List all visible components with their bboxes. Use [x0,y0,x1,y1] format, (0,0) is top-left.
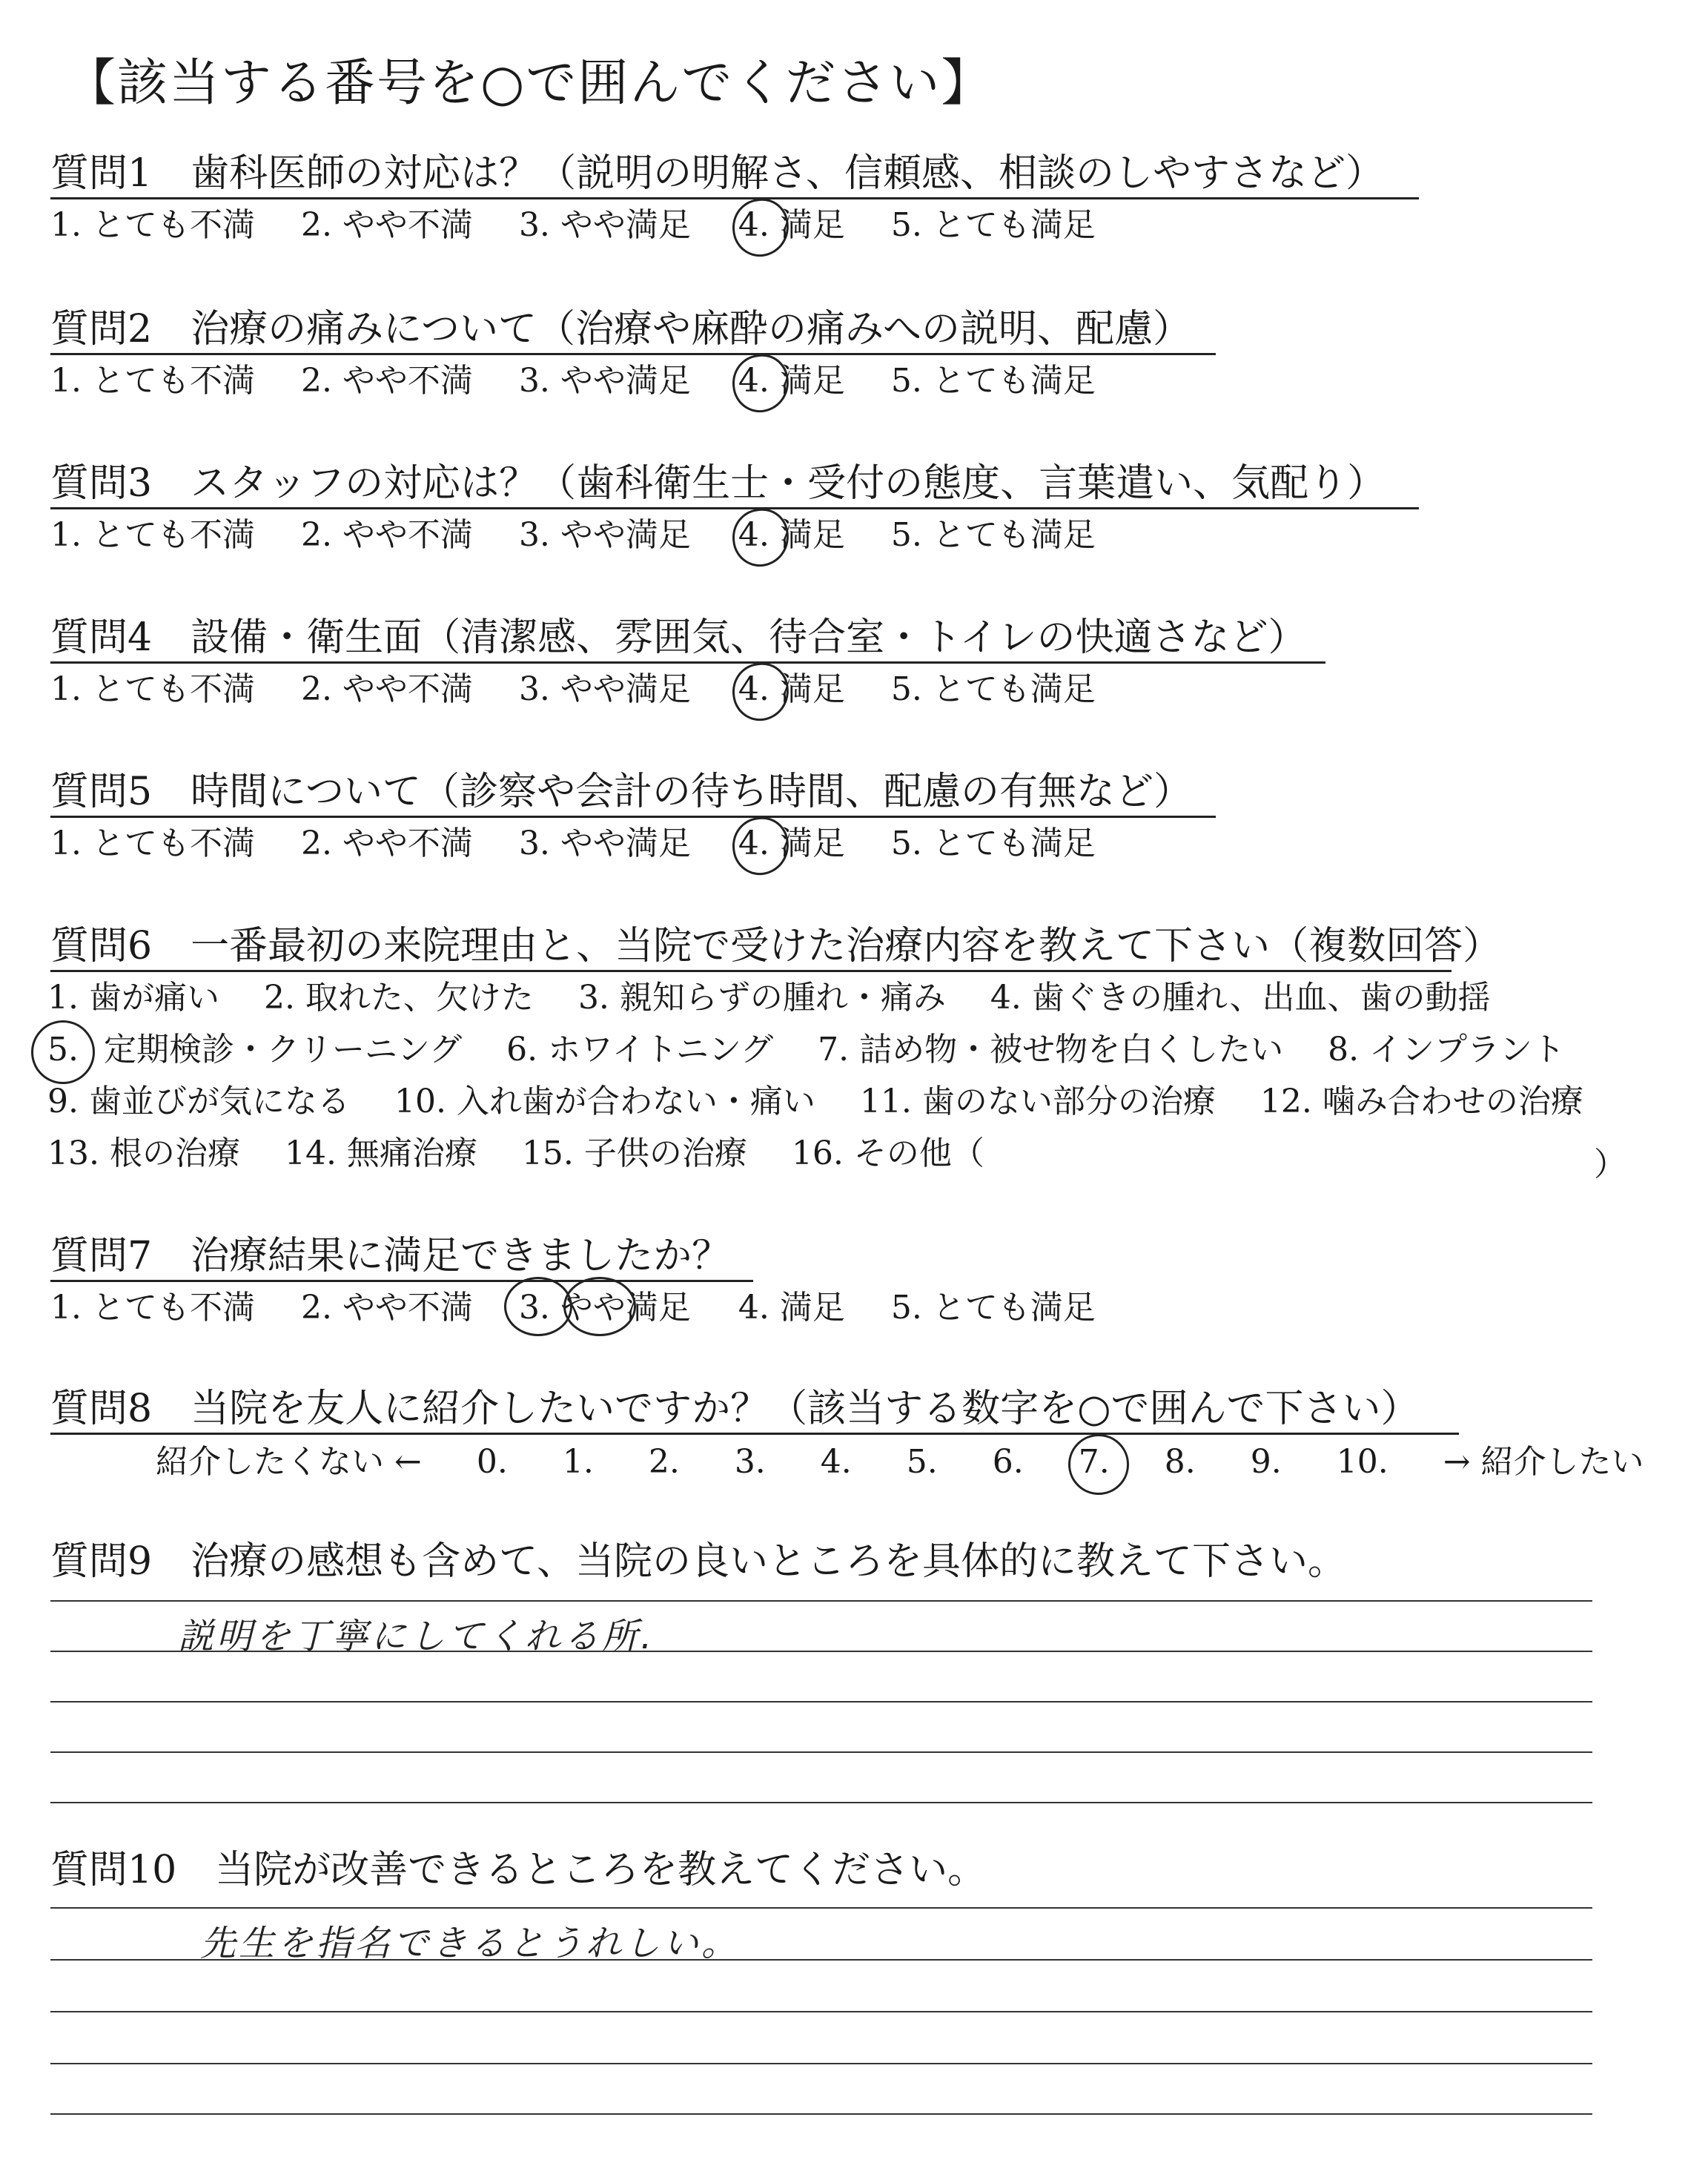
answer-circle-mark [504,1277,572,1336]
option-4-selected[interactable]: 4. [738,362,769,400]
scale-5[interactable]: 5. [906,1443,938,1481]
option-4-selected[interactable]: 4. [738,206,769,244]
question-7-underline [50,1280,753,1282]
answer-line [50,2011,1592,2012]
option-4-selected[interactable]: 4. [738,825,769,862]
option-2[interactable]: 2. やや不満 [300,670,473,708]
option-2[interactable]: 2. やや不満 [300,206,473,244]
option-3[interactable]: 3. やや満足 [518,516,691,554]
option-4-label: 満足 [779,670,845,708]
option-4-label: 満足 [779,362,845,400]
question-2-underline [50,353,1216,355]
recommend-scale [156,1443,1644,1481]
question-1-options [50,206,1096,244]
reason-14[interactable]: 14. 無痛治療 [284,1135,477,1172]
question-3-options [50,516,1096,554]
option-5[interactable]: 5. とても満足 [890,362,1096,400]
scale-6[interactable]: 6. [992,1443,1024,1481]
scale-0[interactable]: 0. [476,1443,508,1481]
option-2[interactable]: 2. やや不満 [300,362,473,400]
reason-7[interactable]: 7. 詰め物・被せ物を白くしたい [818,1031,1284,1069]
reason-5-selected[interactable]: 5. [47,1031,79,1069]
scale-2[interactable]: 2. [648,1443,680,1481]
reason-5-label: 定期検診・クリーニング [103,1031,463,1069]
option-5[interactable]: 5. とても満足 [890,670,1096,708]
reason-1[interactable]: 1. 歯が痛い [47,979,219,1017]
option-2[interactable]: 2. やや不満 [300,516,473,554]
scale-3[interactable]: 3. [734,1443,766,1481]
option-1[interactable]: 1. とても不満 [50,670,255,708]
option-1[interactable]: 1. とても不満 [50,206,255,244]
option-4-label: 満足 [779,1289,845,1327]
question-6-underline [50,970,1452,972]
answer-line [50,1907,1592,1909]
question-5-underline [50,816,1216,818]
option-4-selected[interactable]: 4. [738,516,769,554]
reason-16-other[interactable]: 16. その他（ [791,1135,984,1172]
other-paren-close: ） [1594,1146,1626,1183]
question-4-options [50,670,1096,708]
question-5-options [50,825,1096,862]
option-4-label: 満足 [779,206,845,244]
reason-9[interactable]: 9. 歯並びが気になる [47,1083,350,1120]
option-1[interactable]: 1. とても不満 [50,1289,255,1327]
question-2-heading: 質問2 治療の痛みについて（治療や麻酔の痛みへの説明、配慮） [50,307,1192,351]
reason-15[interactable]: 15. 子供の治療 [521,1135,747,1172]
question-4-underline [50,661,1325,664]
option-4-label: 満足 [779,516,845,554]
question-6-heading: 質問6 一番最初の来院理由と、当院で受けた治療内容を教えて下さい（複数回答） [50,924,1502,968]
reason-3[interactable]: 3. 親知らずの腫れ・痛み [577,979,946,1017]
option-3[interactable]: 3. やや満足 [518,206,691,244]
option-5[interactable]: 5. とても満足 [890,516,1096,554]
question-6-row-1 [47,979,1525,1017]
option-4[interactable]: 4. [738,1289,769,1327]
scale-left-label: 紹介したくない ← [156,1443,422,1481]
scale-1[interactable]: 1. [562,1443,594,1481]
answer-line [50,2113,1592,2115]
scale-7-selected[interactable]: 7. [1078,1443,1110,1481]
question-5-heading: 質問5 時間について（診察や会計の待ち時間、配慮の有無など） [50,770,1193,814]
reason-8[interactable]: 8. インプラント [1328,1031,1566,1069]
reason-12[interactable]: 12. 噛み合わせの治療 [1260,1083,1583,1120]
question-6-row-4 [47,1137,1019,1170]
option-4-selected[interactable]: 4. [738,670,769,708]
question-1-underline [50,197,1419,199]
scale-8[interactable]: 8. [1164,1443,1196,1481]
scale-10[interactable]: 10. [1336,1443,1388,1481]
reason-2[interactable]: 2. 取れた、欠けた [263,979,534,1017]
option-5[interactable]: 5. とても満足 [890,825,1096,862]
reason-11[interactable]: 11. 歯のない部分の治療 [859,1083,1216,1120]
form-title: 【該当する番号を○で囲んでください】 [65,54,993,113]
answer-line [50,1959,1592,1961]
question-3-underline [50,507,1419,509]
reason-13[interactable]: 13. 根の治療 [47,1135,240,1172]
scale-4[interactable]: 4. [820,1443,852,1481]
option-5[interactable]: 5. とても満足 [890,1289,1096,1327]
scale-right-label: → 紹介したい [1443,1443,1644,1481]
question-6-row-2 [47,1031,1599,1069]
option-3[interactable]: 3. やや満足 [518,825,691,862]
scale-9[interactable]: 9. [1250,1443,1282,1481]
question-7-heading: 質問7 治療結果に満足できましたか？ [50,1234,731,1278]
option-3-selected[interactable]: 3. やや満足 [518,1289,691,1327]
question-10-heading: 質問10 当院が改善できるところを教えてください。 [50,1848,987,1892]
reason-6[interactable]: 6. ホワイトニング [506,1031,774,1069]
option-3[interactable]: 3. やや満足 [518,670,691,708]
answer-line [50,1651,1592,1652]
option-2[interactable]: 2. やや不満 [300,1289,473,1327]
answer-line [50,1802,1592,1803]
question-8-underline [50,1433,1459,1435]
option-1[interactable]: 1. とても不満 [50,825,255,862]
reason-4[interactable]: 4. 歯ぐきの腫れ、出血、歯の動揺 [990,979,1491,1017]
question-8-heading: 質問8 当院を友人に紹介したいですか？（該当する数字を○で囲んで下さい） [50,1387,1420,1431]
question-9-handwritten-answer[interactable]: 説明を丁寧にしてくれる所. [178,1616,655,1657]
option-5[interactable]: 5. とても満足 [890,206,1096,244]
question-10-handwritten-answer[interactable]: 先生を指名できるとうれしい。 [200,1923,741,1964]
answer-line [50,1600,1592,1602]
answer-line [50,1701,1592,1702]
answer-circle-mark [563,1277,636,1336]
question-6-row-3 [47,1083,1618,1120]
answer-line [50,2063,1592,2064]
question-2-options [50,362,1096,400]
option-2[interactable]: 2. やや不満 [300,825,473,862]
question-4-heading: 質問4 設備・衛生面（清潔感、雰囲気、待合室・トイレの快適さなど） [50,615,1307,660]
option-1[interactable]: 1. とても不満 [50,362,255,400]
reason-10[interactable]: 10. 入れ歯が合わない・痛い [394,1083,815,1120]
question-1-heading: 質問1 歯科医師の対応は？（説明の明解さ、信頼感、相談のしやすさなど） [50,151,1385,196]
option-1[interactable]: 1. とても不満 [50,516,255,554]
answer-line [50,1751,1592,1753]
question-9-heading: 質問9 治療の感想も含めて、当院の良いところを具体的に教えて下さい。 [50,1539,1347,1584]
question-3-heading: 質問3 スタッフの対応は？（歯科衛生士・受付の態度、言葉遣い、気配り） [50,461,1386,506]
option-4-label: 満足 [779,825,845,862]
option-3[interactable]: 3. やや満足 [518,362,691,400]
